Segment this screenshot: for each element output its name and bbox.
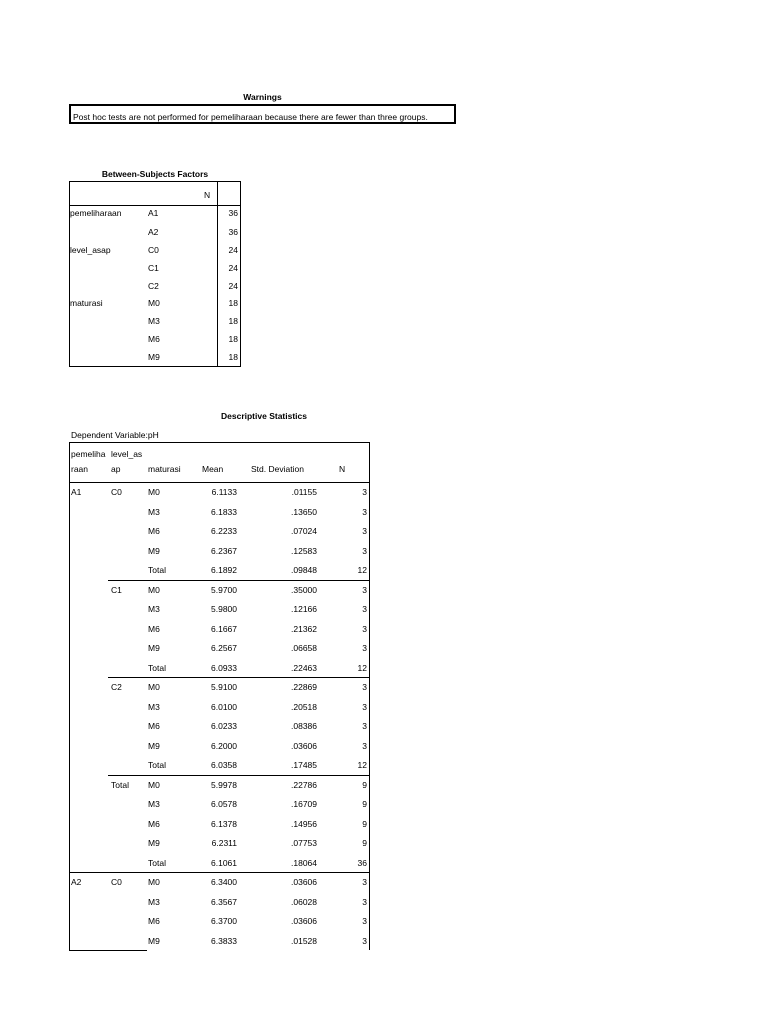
row-mean: 6.0933 — [211, 662, 237, 673]
bsf-n-value: 36 — [228, 208, 238, 218]
row-std-deviation: .09848 — [291, 565, 317, 575]
row-maturasi: Total — [148, 565, 166, 575]
row-std-deviation: .03606 — [291, 916, 317, 926]
row-maturasi: M3 — [148, 701, 160, 712]
bsf-factor-label: level_asap — [70, 245, 111, 255]
row-pemeliharaan: A2 — [71, 877, 82, 887]
row-n: 3 — [362, 896, 367, 907]
bsf-level-label: M6 — [148, 334, 160, 344]
bsf-n-value: 24 — [228, 263, 238, 273]
row-maturasi: M0 — [148, 584, 160, 595]
header-divider — [70, 205, 240, 206]
row-maturasi: Total — [148, 857, 166, 868]
row-mean: 6.2311 — [211, 838, 237, 848]
between-subjects-factors-table — [69, 181, 241, 367]
row-mean: 6.1133 — [211, 487, 237, 497]
table-left-border — [69, 442, 70, 950]
row-mean: 6.3400 — [211, 877, 237, 887]
row-level-asap: Total — [111, 779, 129, 790]
table-top-border — [69, 442, 369, 443]
row-std-deviation: .07753 — [291, 838, 317, 848]
row-std-deviation: .06658 — [291, 643, 317, 653]
row-std-deviation: .13650 — [291, 506, 317, 517]
bsf-level-label: M3 — [148, 316, 160, 326]
bsf-factor-label: maturasi — [70, 298, 103, 308]
row-n: 3 — [362, 935, 367, 946]
row-std-deviation: .22786 — [291, 779, 317, 790]
row-maturasi: M0 — [148, 487, 160, 497]
row-n: 3 — [362, 604, 367, 614]
row-std-deviation: .03606 — [291, 877, 317, 887]
row-n: 12 — [357, 760, 367, 770]
row-maturasi: M6 — [148, 721, 160, 731]
table-bottom-border — [69, 950, 147, 951]
bsf-n-value: 18 — [228, 334, 238, 344]
row-n: 9 — [362, 838, 367, 848]
row-n: 12 — [357, 565, 367, 575]
row-n: 3 — [362, 506, 367, 517]
row-maturasi: M9 — [148, 935, 160, 946]
row-level-asap: C0 — [111, 877, 122, 887]
row-maturasi: Total — [148, 760, 166, 770]
row-maturasi: M9 — [148, 545, 160, 556]
ds-title: Descriptive Statistics — [221, 411, 307, 421]
row-n: 3 — [362, 487, 367, 497]
bsf-n-value: 18 — [228, 316, 238, 326]
bsf-level-label: C0 — [148, 245, 159, 255]
row-maturasi: M0 — [148, 682, 160, 692]
row-std-deviation: .12583 — [291, 545, 317, 556]
n-header: N — [204, 190, 211, 200]
row-std-deviation: .08386 — [291, 721, 317, 731]
row-std-deviation: .03606 — [291, 740, 317, 751]
table-right-border — [369, 442, 370, 950]
row-mean: 6.2367 — [211, 545, 237, 556]
row-n: 3 — [362, 643, 367, 653]
bsf-n-value: 18 — [228, 352, 238, 362]
row-n: 3 — [362, 526, 367, 536]
row-n: 3 — [362, 916, 367, 926]
row-mean: 6.2233 — [211, 526, 237, 536]
group-divider — [69, 872, 369, 873]
row-mean: 6.2567 — [211, 643, 237, 653]
row-n: 3 — [362, 623, 367, 634]
row-maturasi: M6 — [148, 916, 160, 926]
dependent-variable-label: Dependent Variable:pH — [71, 430, 159, 440]
row-std-deviation: .06028 — [291, 896, 317, 907]
row-std-deviation: .14956 — [291, 818, 317, 829]
bsf-level-label: A2 — [148, 227, 159, 237]
bsf-factor-label: pemeliharaan — [70, 208, 122, 218]
bsf-n-value: 24 — [228, 245, 238, 255]
row-level-asap: C0 — [111, 487, 122, 497]
bsf-n-value: 18 — [228, 298, 238, 308]
group-divider — [108, 580, 369, 581]
header-level-asap-2: ap — [111, 464, 121, 474]
row-level-asap: C2 — [111, 682, 122, 692]
bsf-level-label: C2 — [148, 281, 159, 291]
bsf-n-value: 24 — [228, 281, 238, 291]
row-maturasi: M3 — [148, 896, 160, 907]
header-std-deviation: Std. Deviation — [251, 464, 304, 474]
row-std-deviation: .18064 — [291, 857, 317, 868]
header-n: N — [339, 464, 346, 474]
row-mean: 6.3833 — [211, 935, 237, 946]
row-std-deviation: .35000 — [291, 584, 317, 595]
row-mean: 5.9800 — [211, 604, 237, 614]
row-maturasi: M9 — [148, 838, 160, 848]
row-n: 9 — [362, 779, 367, 790]
bsf-level-label: M0 — [148, 298, 160, 308]
row-std-deviation: .17485 — [291, 760, 317, 770]
row-std-deviation: .22463 — [291, 662, 317, 673]
row-std-deviation: .16709 — [291, 799, 317, 809]
row-mean: 5.9978 — [211, 779, 237, 790]
row-maturasi: M3 — [148, 799, 160, 809]
row-maturasi: M3 — [148, 604, 160, 614]
row-level-asap: C1 — [111, 584, 122, 595]
row-mean: 6.0233 — [211, 721, 237, 731]
row-mean: 5.9100 — [211, 682, 237, 692]
row-std-deviation: .20518 — [291, 701, 317, 712]
warnings-message: Post hoc tests are not performed for pemeliharaan because there are fewer than three groups. — [73, 112, 428, 122]
bsf-title: Between-Subjects Factors — [101, 169, 209, 179]
group-divider — [108, 775, 369, 776]
header-divider — [69, 482, 369, 483]
bsf-level-label: A1 — [148, 208, 159, 218]
row-n: 9 — [362, 818, 367, 829]
header-pemeliharaan-1: pemeliha — [71, 449, 106, 459]
row-mean: 6.1378 — [211, 818, 237, 829]
warnings-title: Warnings — [243, 92, 282, 102]
row-maturasi: M9 — [148, 643, 160, 653]
row-mean: 6.0100 — [211, 701, 237, 712]
header-level-asap-1: level_as — [111, 449, 143, 459]
row-mean: 6.1892 — [211, 565, 237, 575]
row-mean: 6.1667 — [211, 623, 237, 634]
row-std-deviation: .21362 — [291, 623, 317, 634]
row-maturasi: M3 — [148, 506, 160, 517]
bsf-level-label: M9 — [148, 352, 160, 362]
row-mean: 6.0578 — [211, 799, 237, 809]
row-n: 9 — [362, 799, 367, 809]
row-mean: 6.2000 — [211, 740, 237, 751]
row-maturasi: M6 — [148, 818, 160, 829]
row-mean: 6.3700 — [211, 916, 237, 926]
row-maturasi: Total — [148, 662, 166, 673]
row-std-deviation: .01528 — [291, 935, 317, 946]
row-mean: 6.0358 — [211, 760, 237, 770]
row-mean: 5.9700 — [211, 584, 237, 595]
row-pemeliharaan: A1 — [71, 487, 82, 497]
row-maturasi: M6 — [148, 623, 160, 634]
row-std-deviation: .22869 — [291, 682, 317, 692]
row-n: 3 — [362, 721, 367, 731]
row-maturasi: M9 — [148, 740, 160, 751]
row-n: 3 — [362, 584, 367, 595]
row-mean: 6.3567 — [211, 896, 237, 907]
header-pemeliharaan-2: raan — [71, 464, 89, 474]
row-std-deviation: .01155 — [291, 487, 317, 497]
header-maturasi: maturasi — [148, 464, 181, 474]
row-std-deviation: .07024 — [291, 526, 317, 536]
bsf-n-value: 36 — [228, 227, 238, 237]
row-n: 3 — [362, 545, 367, 556]
header-mean: Mean — [202, 464, 224, 474]
warnings-box — [69, 104, 456, 124]
group-divider — [108, 677, 369, 678]
bsf-level-label: C1 — [148, 263, 159, 273]
row-n: 3 — [362, 740, 367, 751]
row-mean: 6.1833 — [211, 506, 237, 517]
row-maturasi: M0 — [148, 779, 160, 790]
row-std-deviation: .12166 — [291, 604, 317, 614]
row-maturasi: M0 — [148, 877, 160, 887]
descriptive-statistics-table — [69, 442, 369, 952]
row-maturasi: M6 — [148, 526, 160, 536]
row-n: 3 — [362, 701, 367, 712]
row-n: 3 — [362, 877, 367, 887]
row-n: 3 — [362, 682, 367, 692]
row-n: 12 — [357, 662, 367, 673]
row-n: 36 — [357, 857, 367, 868]
row-mean: 6.1061 — [211, 857, 237, 868]
